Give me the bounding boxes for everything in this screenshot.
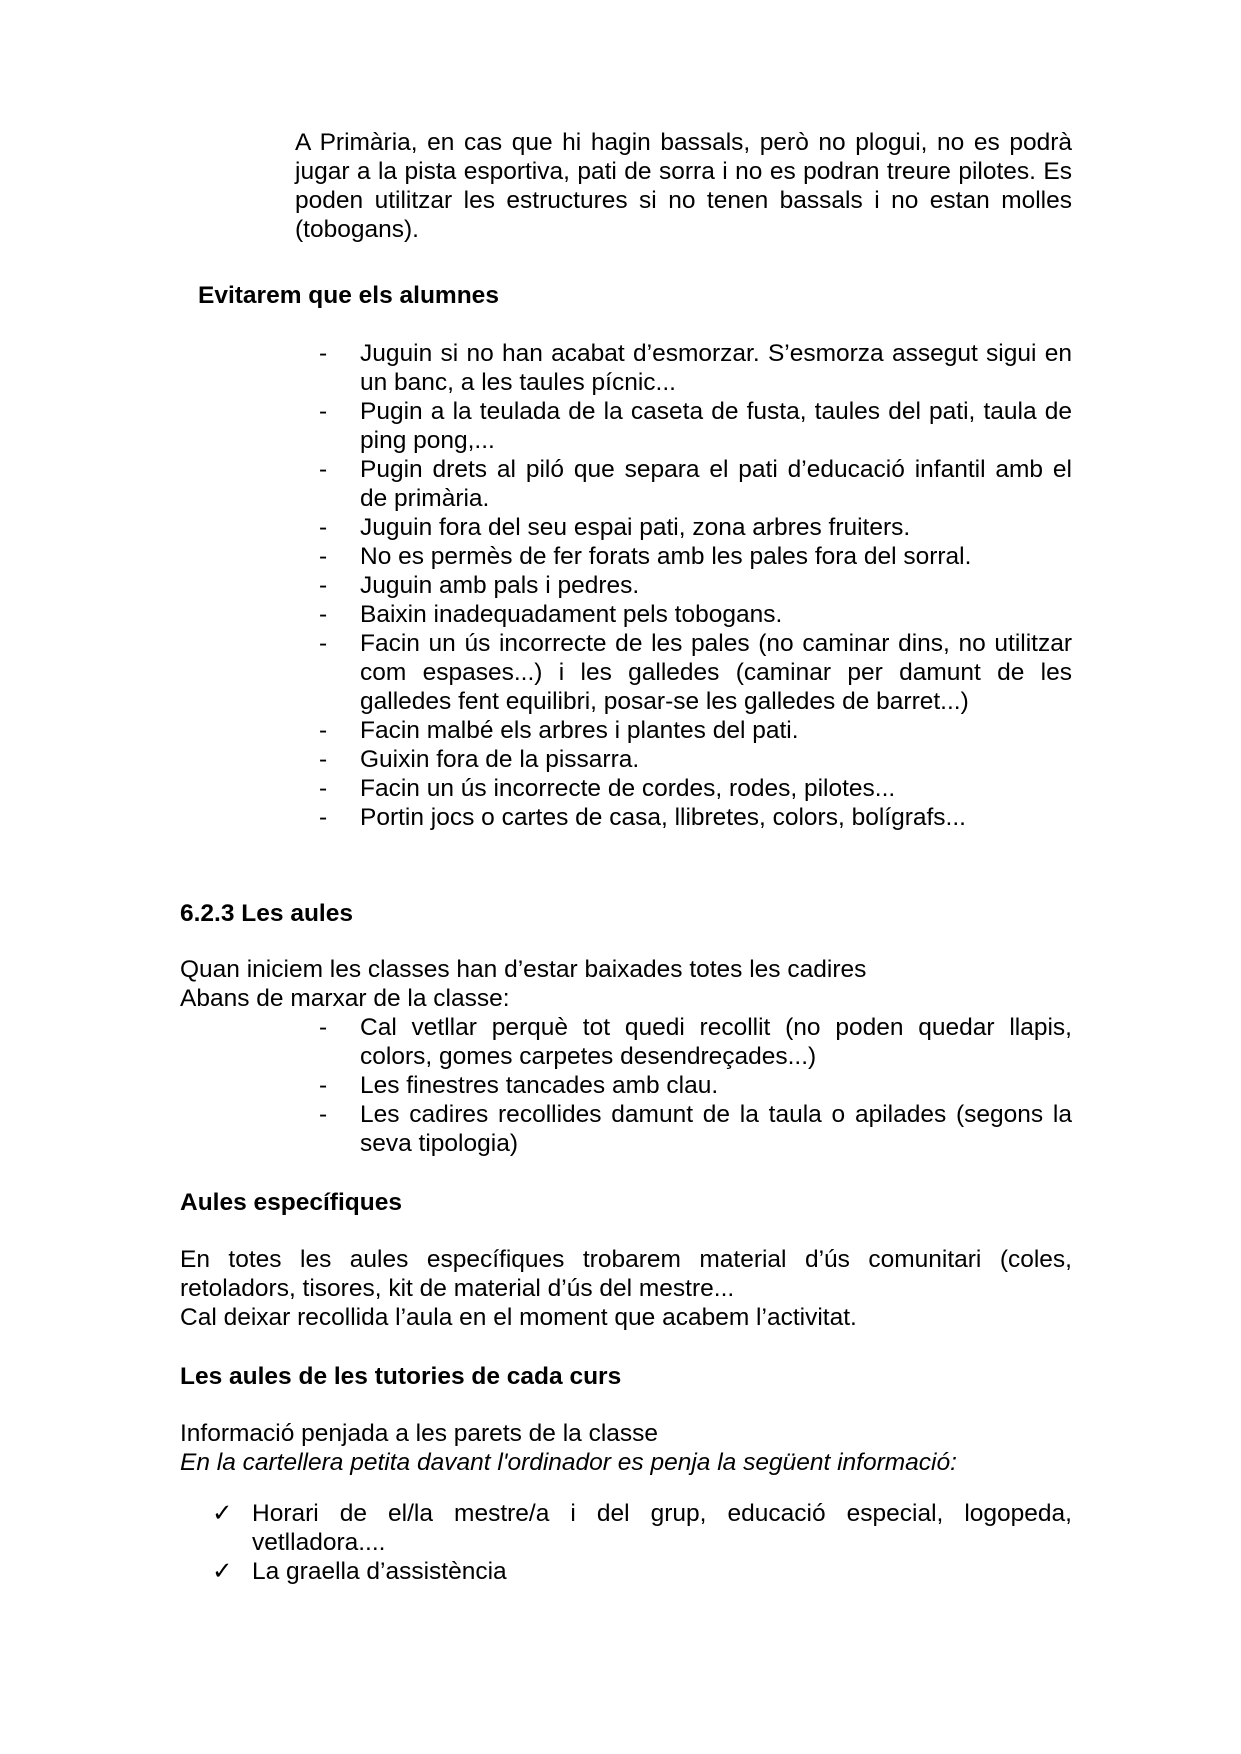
dash-marker: - — [319, 1072, 328, 1099]
list-item — [319, 716, 1072, 745]
checkmark-icon: ✓ — [212, 1500, 233, 1527]
dash-marker: - — [319, 717, 328, 744]
list-item-text: Les finestres tancades amb clau. — [360, 1072, 719, 1099]
dash-marker: - — [319, 1014, 328, 1041]
dash-marker: - — [319, 340, 328, 367]
list-item — [319, 397, 1072, 455]
dash-marker: - — [319, 514, 328, 541]
italic-note-line: En la cartellera petita davant l'ordinador es penja la següent informació: — [180, 1449, 957, 1476]
check-item-text: Horari de el/la mestre/a i del grup, educació especial, logopeda, vetlladora.... — [252, 1500, 1072, 1556]
dash-marker: - — [319, 630, 328, 657]
dash-marker: - — [319, 746, 328, 773]
list-item-text: Facin malbé els arbres i plantes del pati. — [360, 717, 799, 744]
tutories-block — [180, 1419, 1072, 1477]
list-item — [319, 571, 1072, 600]
list-item-text: Les cadires recollides damunt de la taula o apilades (segons la seva tipologia) — [360, 1101, 1072, 1157]
intro-paragraph: A Primària, en cas que hi hagin bassals, però no plogui, no es podrà jugar a la pista esportiva, pati de sorra i no es podran treure pilotes. Es poden utilitzar les estructures si no tenen bassals i no estan molles (tobogans). — [295, 129, 1072, 243]
list-item-text: Juguin si no han acabat d’esmorzar. S’esmorza assegut sigui en un banc, a les taules pícnic... — [360, 340, 1072, 396]
dash-marker: - — [319, 804, 328, 831]
list-item — [319, 1100, 1072, 1158]
info-line: Informació penjada a les parets de la classe — [180, 1420, 659, 1447]
list-item — [319, 629, 1072, 716]
dash-marker: - — [319, 775, 328, 802]
list-item — [319, 803, 1072, 832]
aules-intro — [180, 955, 1072, 1013]
list-item — [319, 745, 1072, 774]
dash-marker: - — [319, 601, 328, 628]
heading-aules-especifiques: Aules específiques — [180, 1189, 402, 1216]
dash-marker: - — [319, 1101, 328, 1128]
dash-marker: - — [319, 456, 328, 483]
dash-marker: - — [319, 572, 328, 599]
checkmark-icon: ✓ — [212, 1558, 233, 1585]
check-item — [212, 1499, 1072, 1557]
list-item — [319, 542, 1072, 571]
check-item — [212, 1557, 1072, 1586]
especifiques-block — [180, 1245, 1072, 1332]
aules-intro-line-2: Abans de marxar de la classe: — [180, 985, 510, 1012]
list-item — [319, 339, 1072, 397]
list-item-text: Portin jocs o cartes de casa, llibretes, colors, bolígrafs... — [360, 804, 966, 831]
dash-marker: - — [319, 543, 328, 570]
heading-evitarem: Evitarem que els alumnes — [198, 282, 499, 309]
list-item — [319, 455, 1072, 513]
check-item-text: La graella d’assistència — [252, 1558, 507, 1585]
check-list — [212, 1499, 1072, 1586]
list-item-text: Juguin amb pals i pedres. — [360, 572, 640, 599]
list-item-text: Juguin fora del seu espai pati, zona arbres fruiters. — [360, 514, 911, 541]
aules-list — [319, 1013, 1072, 1158]
aules-intro-line-1: Quan iniciem les classes han d’estar baixades totes les cadires — [180, 956, 867, 983]
list-item — [319, 513, 1072, 542]
list-item-text: Guixin fora de la pissarra. — [360, 746, 640, 773]
heading-les-aules: 6.2.3 Les aules — [180, 900, 353, 927]
list-item-text: Facin un ús incorrecte de les pales (no caminar dins, no utilitzar com espases...) i les galledes (caminar per damunt de les galledes fent equilibri, posar-se les galledes de barret...) — [360, 630, 1072, 715]
list-item-text: Cal vetllar perquè tot quedi recollit (no poden quedar llapis, colors, gomes carpetes desendreçades...) — [360, 1014, 1072, 1070]
especifiques-paragraph: En totes les aules específiques trobarem material d’ús comunitari (coles, retoladors, tisores, kit de material d’ús del mestre... — [180, 1246, 1072, 1302]
list-item — [319, 600, 1072, 629]
list-item — [319, 1013, 1072, 1071]
list-item-text: Pugin a la teulada de la caseta de fusta, taules del pati, taula de ping pong,... — [360, 398, 1072, 454]
list-item-text: Facin un ús incorrecte de cordes, rodes, pilotes... — [360, 775, 896, 802]
list-item — [319, 1071, 1072, 1100]
evitarem-list — [319, 339, 1072, 832]
list-item-text: Baixin inadequadament pels tobogans. — [360, 601, 783, 628]
heading-tutories: Les aules de les tutories de cada curs — [180, 1363, 622, 1390]
list-item-text: No es permès de fer forats amb les pales fora del sorral. — [360, 543, 972, 570]
especifiques-closing-line: Cal deixar recollida l’aula en el moment que acabem l’activitat. — [180, 1304, 857, 1331]
list-item-text: Pugin drets al piló que separa el pati d’educació infantil amb el de primària. — [360, 456, 1072, 512]
dash-marker: - — [319, 398, 328, 425]
list-item — [319, 774, 1072, 803]
